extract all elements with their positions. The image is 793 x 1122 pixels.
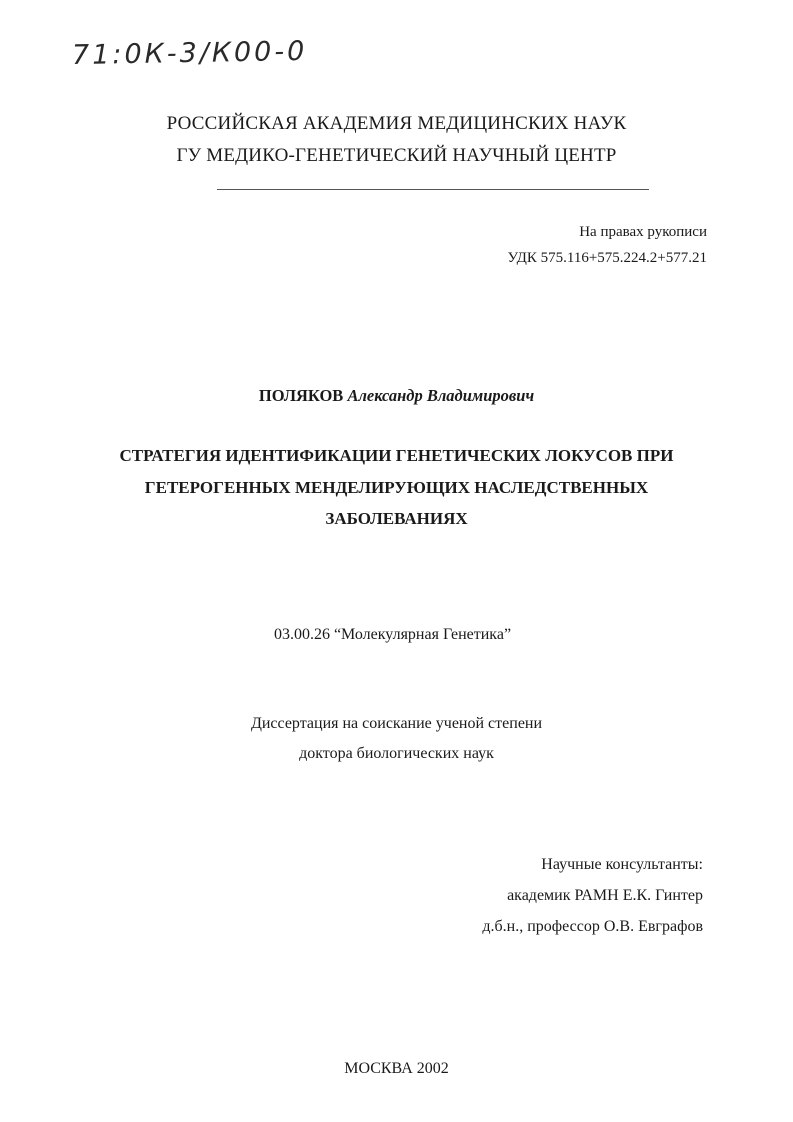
city-year: МОСКВА 2002 <box>344 1060 449 1077</box>
dissertation-title-line-1: СТРАТЕГИЯ ИДЕНТИФИКАЦИИ ГЕНЕТИЧЕСКИХ ЛОКУСОВ ПРИ <box>119 446 674 465</box>
author-name <box>0 386 793 406</box>
author-given-names: Александр Владимирович <box>347 386 535 405</box>
consultant-2: д.б.н., профессор О.В. Евграфов <box>482 918 703 935</box>
manuscript-rights-note: На правах рукописи <box>579 224 707 240</box>
organization-line-2: ГУ МЕДИКО-ГЕНЕТИЧЕСКИЙ НАУЧНЫЙ ЦЕНТР <box>176 145 617 166</box>
handwritten-catalog-code: 71:0К-3/К00-0 <box>71 35 308 72</box>
consultant-1: академик РАМН Е.К. Гинтер <box>507 887 703 904</box>
degree-line-2: доктора биологических наук <box>299 745 494 762</box>
author-surname: ПОЛЯКОВ <box>258 386 344 405</box>
udc-code: УДК 575.116+575.224.2+577.21 <box>507 250 707 266</box>
header-divider <box>217 189 649 190</box>
organization-line-1: РОССИЙСКАЯ АКАДЕМИЯ МЕДИЦИНСКИХ НАУК <box>166 113 627 134</box>
consultants-heading: Научные консультанты: <box>541 856 703 873</box>
degree-line-1: Диссертация на соискание ученой степени <box>250 715 543 732</box>
dissertation-title-line-2: ГЕТЕРОГЕННЫХ МЕНДЕЛИРУЮЩИХ НАСЛЕДСТВЕННЫХ <box>144 478 649 497</box>
dissertation-title-line-3: ЗАБОЛЕВАНИЯХ <box>325 509 468 528</box>
specialty-code: 03.00.26 “Молекулярная Генетика” <box>273 626 512 643</box>
